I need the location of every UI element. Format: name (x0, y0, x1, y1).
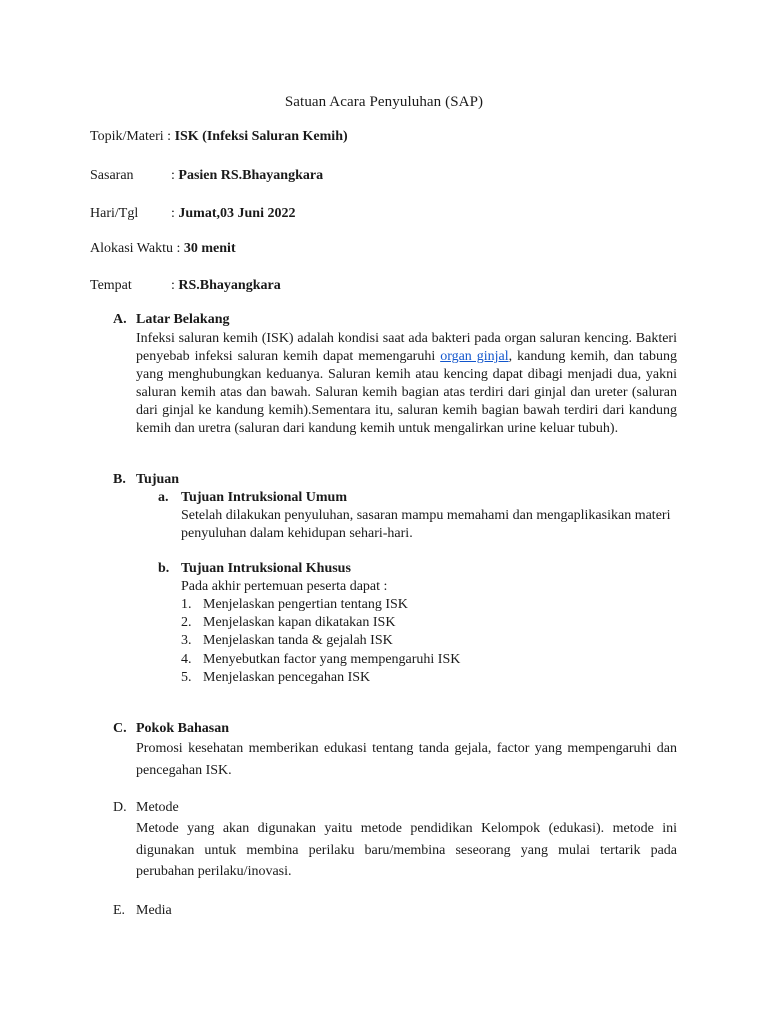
sub-a-heading (158, 490, 347, 506)
list-item-number: 5. (181, 669, 192, 685)
document-title: Satuan Acara Penyuluhan (SAP) (284, 94, 484, 110)
section-c-title: Pokok Bahasan (136, 721, 229, 736)
sub-b-heading (158, 561, 351, 577)
sub-b-intro: Pada akhir pertemuan peserta dapat : (181, 579, 388, 594)
meta-topik-label: Topik/Materi : (90, 129, 172, 144)
list-item (181, 614, 460, 632)
section-e-letter: E. (113, 903, 126, 918)
meta-hari-label: Hari/Tgl (90, 206, 139, 221)
section-c-paragraph: Promosi kesehatan memberikan edukasi tentang tanda gejala, factor yang mempengaruhi dan pencegahan ISK. (136, 741, 677, 778)
meta-hari (90, 206, 295, 222)
section-d-paragraph: Metode yang akan digunakan yaitu metode pendidikan Kelompok (edukasi). metode ini digunakan untuk membina perilaku baru/membina seseorang yang mulai tertarik pada perubahan perilaku/inovasi. (136, 821, 677, 879)
meta-alokasi-label: Alokasi Waktu : (90, 241, 181, 256)
meta-topik-value: ISK (Infeksi Saluran Kemih) (174, 129, 348, 144)
meta-tempat-colon: : (171, 278, 175, 293)
list-item-number: 4. (181, 651, 192, 667)
list-item-text: Menjelaskan pengertian tentang ISK (203, 597, 408, 612)
meta-sasaran-colon: : (171, 168, 175, 183)
section-d-title: Metode (136, 800, 179, 815)
organ-ginjal-link[interactable]: organ ginjal (440, 349, 509, 364)
list-item (181, 596, 460, 614)
meta-hari-value: Jumat,03 Juni 2022 (178, 206, 296, 221)
section-e-title: Media (136, 903, 172, 918)
sub-a-paragraph: Setelah dilakukan penyuluhan, sasaran mampu memahami dan mengaplikasikan materi penyuluhan dalam kehidupan sehari-hari. (181, 508, 671, 541)
section-d-letter: D. (113, 800, 127, 815)
section-a-text-after: , kandung kemih, dan tabung yang menghubungkan keduanya. Saluran kemih atau kencing dapat dibagi menjadi dua, yakni saluran kemih atas dan bawah. Saluran kemih bagian atas terdiri dari ginjal dan ureter (saluran dari ginjal ke kandung kemih).Sementara itu, saluran kemih bagian bawah terdiri dari kandung kemih dan uretra (saluran dari kandung kemih untuk mengalirkan urine keluar tubuh). (136, 349, 677, 436)
sub-a-title: Tujuan Intruksional Umum (181, 490, 347, 505)
list-item-text: Menjelaskan pencegahan ISK (203, 669, 371, 685)
section-c-letter: C. (113, 721, 127, 736)
section-d-heading (113, 800, 179, 816)
tujuan-khusus-list (181, 596, 460, 687)
meta-sasaran (90, 168, 323, 184)
sub-b-title: Tujuan Intruksional Khusus (181, 561, 351, 576)
meta-topik (90, 129, 348, 145)
meta-tempat-value: RS.Bhayangkara (178, 278, 281, 293)
sub-a-letter: a. (158, 490, 169, 505)
section-a-title: Latar Belakang (136, 312, 230, 327)
section-a-heading (113, 312, 229, 328)
list-item-text: Menjelaskan tanda & gejalah ISK (203, 633, 393, 649)
list-item-number: 3. (181, 633, 192, 649)
section-c-heading (113, 721, 229, 737)
meta-tempat-label: Tempat (90, 278, 132, 293)
section-b-title: Tujuan (136, 472, 180, 487)
meta-alokasi-value: 30 menit (183, 241, 236, 256)
list-item-number: 1. (181, 597, 192, 612)
list-item-number: 2. (181, 615, 192, 631)
meta-sasaran-label: Sasaran (90, 168, 134, 183)
list-item (181, 669, 460, 687)
meta-sasaran-value: Pasien RS.Bhayangkara (178, 168, 324, 183)
list-item (181, 651, 460, 669)
section-a-text-before: Infeksi saluran kemih (ISK) adalah kondisi saat ada bakteri pada organ saluran kencing. Bakteri penyebab infeksi saluran kemih dapat memengaruhi (136, 331, 677, 364)
meta-tempat (90, 278, 281, 294)
list-item-text: Menjelaskan kapan dikatakan ISK (203, 615, 396, 631)
list-item-text: Menyebutkan factor yang mempengaruhi ISK (203, 651, 461, 667)
section-a-letter: A. (113, 312, 127, 327)
sub-b-letter: b. (158, 561, 170, 576)
section-e-heading (113, 903, 172, 919)
list-item (181, 632, 460, 650)
meta-hari-colon: : (171, 206, 175, 221)
meta-alokasi (90, 241, 236, 257)
section-b-heading (113, 472, 179, 488)
section-a-paragraph (136, 330, 677, 438)
section-b-letter: B. (113, 472, 126, 487)
